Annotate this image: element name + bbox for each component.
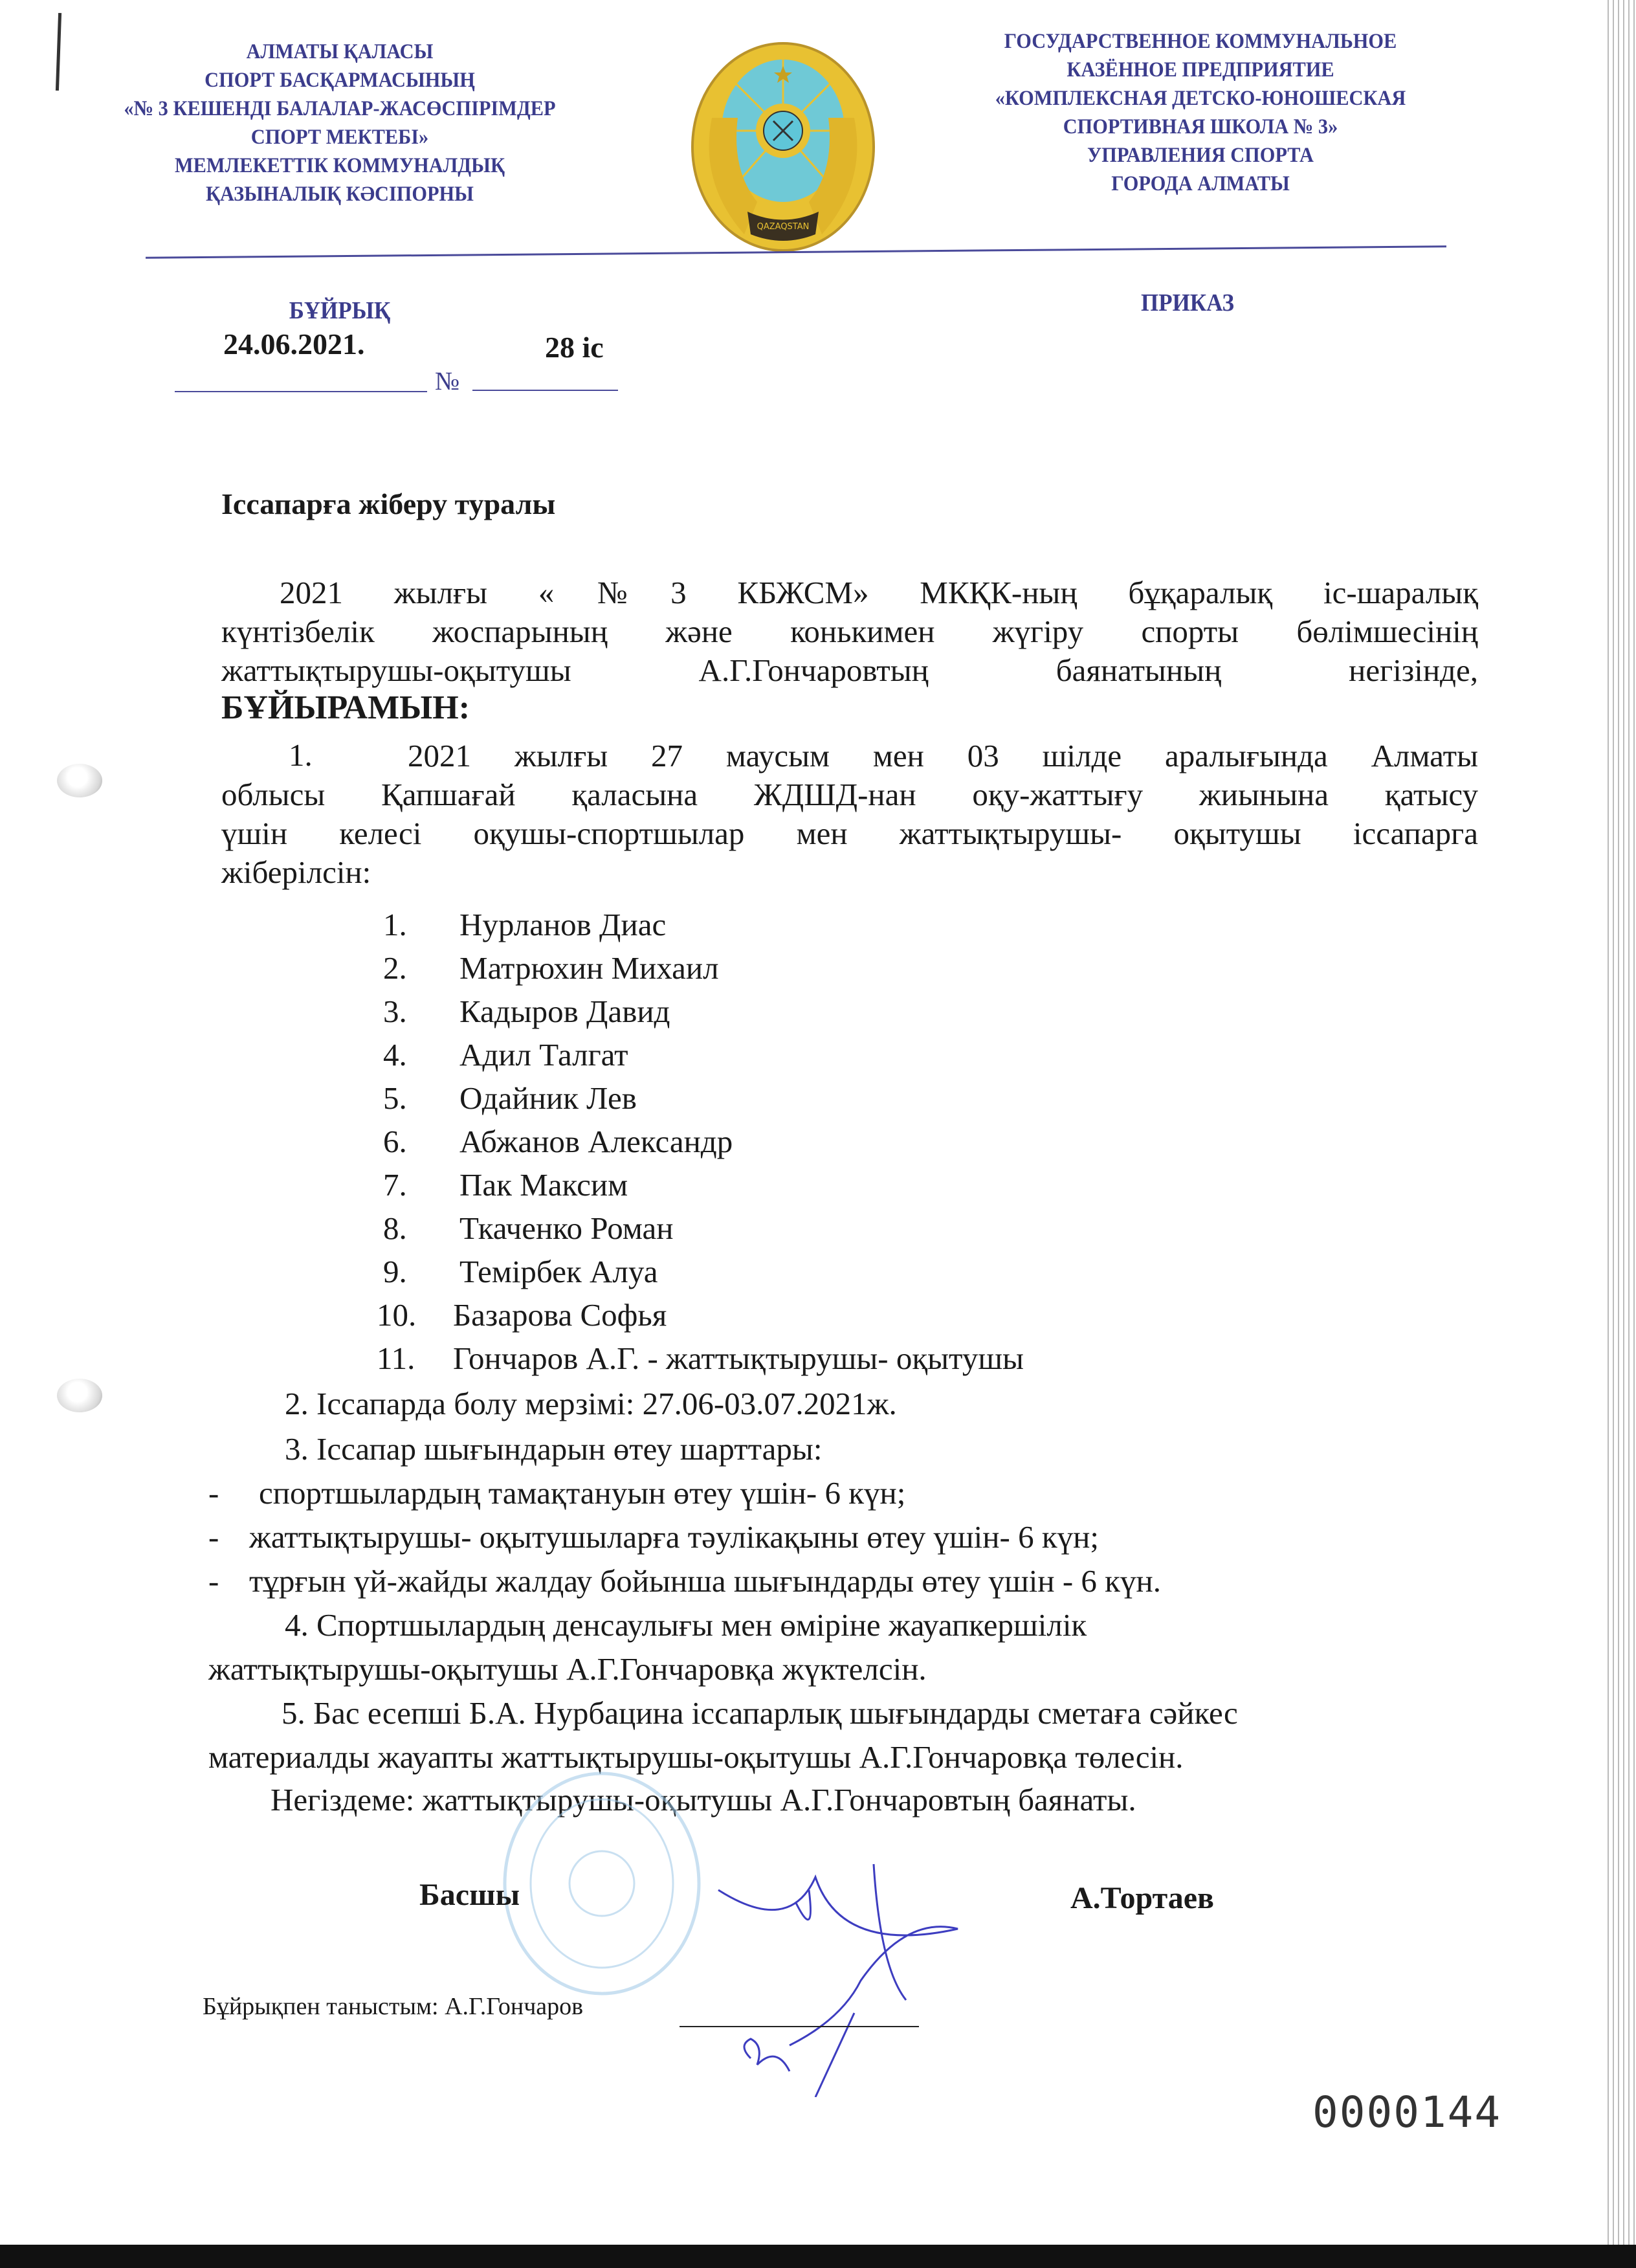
- number-underline: [472, 390, 618, 391]
- number-sign: №: [435, 366, 460, 395]
- participant-number: 10.: [377, 1297, 417, 1333]
- header-right-line: «КОМПЛЕКСНАЯ ДЕТСКО-ЮНОШЕСКАЯ: [995, 87, 1406, 110]
- serial-number: 0000144: [1312, 2087, 1502, 2137]
- participant-name: Нурланов Диас: [459, 907, 667, 942]
- bullet-item: тұрғын үй-жайды жалдау бойынша шығындарды өтеу үшін - 6 күн.: [249, 1563, 1161, 1599]
- intro-line: күнтізбелік жоспарының және конькимен жүгіру спорты бөлімшесінің: [221, 614, 1478, 649]
- intro-text: 2021 жылғы «№3 КБЖСМ» МКҚК-ның бұқаралық іс-шаралық: [280, 575, 1478, 610]
- header-left-kz: [102, 38, 578, 208]
- participant-number: 9.: [383, 1254, 407, 1289]
- participant-number: 7.: [383, 1167, 407, 1203]
- signatory-role: Басшы: [419, 1878, 520, 1912]
- header-right-ru: [947, 27, 1454, 198]
- item1-line: 2021 жылғы 27 маусым мен 03 шілде аралығында Алматы: [408, 738, 1478, 773]
- intro-line: [221, 573, 1478, 612]
- participant-name: Матрюхин Михаил: [459, 950, 719, 986]
- intro-line: жаттықтырушы-оқытушы А.Г.Гончаровтың баянатының негізінде,: [221, 652, 1478, 688]
- decree-heading: БҰЙЫРАМЫН:: [221, 689, 470, 726]
- participant-number: 2.: [383, 950, 407, 986]
- bullet-mark: -: [208, 1475, 219, 1511]
- clause-2: 2. Іссапарда болу мерзімі: 27.06-03.07.2021ж.: [285, 1386, 897, 1421]
- header-left-line: СПОРТ БАСҚАРМАСЫНЫҢ: [204, 69, 475, 92]
- header-right-line: ГОРОДА АЛМАТЫ: [1111, 172, 1290, 195]
- participant-name: Адил Талгат: [459, 1037, 628, 1073]
- order-label-ru: ПРИКАЗ: [1141, 289, 1234, 317]
- header-left-line: АЛМАТЫ ҚАЛАСЫ: [246, 40, 434, 63]
- item1-line: облысы Қапшағай қаласына ЖДШД-нан оқу-жаттығу жиынына қатысу: [221, 777, 1478, 812]
- participant-number: 5.: [383, 1080, 407, 1116]
- punch-hole: [57, 1379, 102, 1412]
- acknowledgement: Бұйрықпен таныстым: А.Г.Гончаров: [203, 1993, 584, 2020]
- bullet-mark: -: [208, 1563, 219, 1599]
- header-left-line: ҚАЗЫНАЛЫҚ КӘСІПОРНЫ: [206, 183, 474, 206]
- bullet-item: спортшылардың тамақтануын өтеу үшін- 6 күн;: [259, 1475, 906, 1511]
- participant-name: Ткаченко Роман: [459, 1210, 674, 1246]
- header-right-line: ГОСУДАРСТВЕННОЕ КОММУНАЛЬНОЕ: [1004, 30, 1397, 53]
- punch-hole: [57, 764, 102, 797]
- order-date: 24.06.2021.: [223, 328, 365, 361]
- document-title: Іссапарға жіберу туралы: [221, 487, 556, 520]
- clause-3: 3. Іссапар шығындарын өтеу шарттары:: [285, 1431, 823, 1467]
- acknowledgement-signature-line: [680, 2026, 919, 2027]
- scan-edge-mark: [56, 13, 61, 91]
- item1-line: үшін келесі оқушы-спортшылар мен жаттықтырушы- оқытушы іссапарга: [221, 816, 1478, 851]
- participant-name: Одайник Лев: [459, 1080, 637, 1116]
- header-right-line: УПРАВЛЕНИЯ СПОРТА: [1087, 144, 1314, 167]
- clause-5-cont: материалды жауапты жаттықтырушы-оқытушы А.Г.Гончаровқа төлесін.: [208, 1739, 1184, 1775]
- kazakhstan-emblem-logo: [686, 40, 880, 267]
- header-right-line: КАЗЁННОЕ ПРЕДПРИЯТИЕ: [1067, 58, 1334, 82]
- header-left-line: МЕМЛЕКЕТТІК КОММУНАЛДЫҚ: [175, 154, 505, 177]
- clause-4-cont: жаттықтырушы-оқытушы А.Г.Гончаровқа жүктелсін.: [208, 1651, 927, 1687]
- item1-number: 1.: [289, 737, 313, 773]
- participant-number: 6.: [383, 1124, 407, 1159]
- clause-4: 4. Спортшылардың денсаулығы мен өміріне жауапкершілік: [285, 1607, 1087, 1643]
- participant-name: Базарова Софья: [453, 1297, 667, 1333]
- participant-number: 11.: [377, 1340, 415, 1376]
- participant-name: Кадыров Давид: [459, 994, 670, 1029]
- participant-name: Гончаров А.Г. - жаттықтырушы- оқытушы: [453, 1340, 1024, 1376]
- participant-number: 1.: [383, 907, 407, 942]
- scan-bottom-strip: [0, 2245, 1636, 2268]
- clause-5: 5. Бас есепші Б.А. Нурбацина іссапарлық шығындарды сметаға сәйкес: [282, 1695, 1238, 1731]
- participant-number: 4.: [383, 1037, 407, 1073]
- header-right-line: СПОРТИВНАЯ ШКОЛА № 3»: [1063, 115, 1338, 139]
- page-stack-edge: [1604, 0, 1636, 2268]
- participant-number: 3.: [383, 994, 407, 1029]
- bullet-mark: -: [208, 1519, 219, 1555]
- order-label-kz: БҰЙРЫҚ: [289, 297, 391, 324]
- handwritten-signature: [712, 1851, 984, 2097]
- item1-line: жіберілсін:: [221, 854, 371, 890]
- order-number: 28 іс: [545, 331, 604, 364]
- participant-name: Темірбек Алуа: [459, 1254, 658, 1289]
- header-left-line: СПОРТ МЕКТЕБІ»: [250, 126, 429, 149]
- official-stamp: [498, 1767, 705, 2000]
- participant-number: 8.: [383, 1210, 407, 1246]
- bullet-item: жаттықтырушы- оқытушыларға тәулікақыны өтеу үшін- 6 күн;: [249, 1519, 1099, 1555]
- participant-name: Пак Максим: [459, 1167, 628, 1203]
- header-left-line: «№ 3 КЕШЕНДІ БАЛАЛАР-ЖАСӨСПІРІМДЕР: [124, 97, 556, 120]
- signatory-name: А.Тортаев: [1070, 1881, 1214, 1915]
- basis: Негіздеме: жаттықтырушы-оқытушы А.Г.Гончаровтың баянаты.: [271, 1782, 1136, 1818]
- emblem-text: QAZAQSTAN: [757, 222, 810, 232]
- participant-name: Абжанов Александр: [459, 1124, 733, 1159]
- date-underline: [175, 391, 427, 392]
